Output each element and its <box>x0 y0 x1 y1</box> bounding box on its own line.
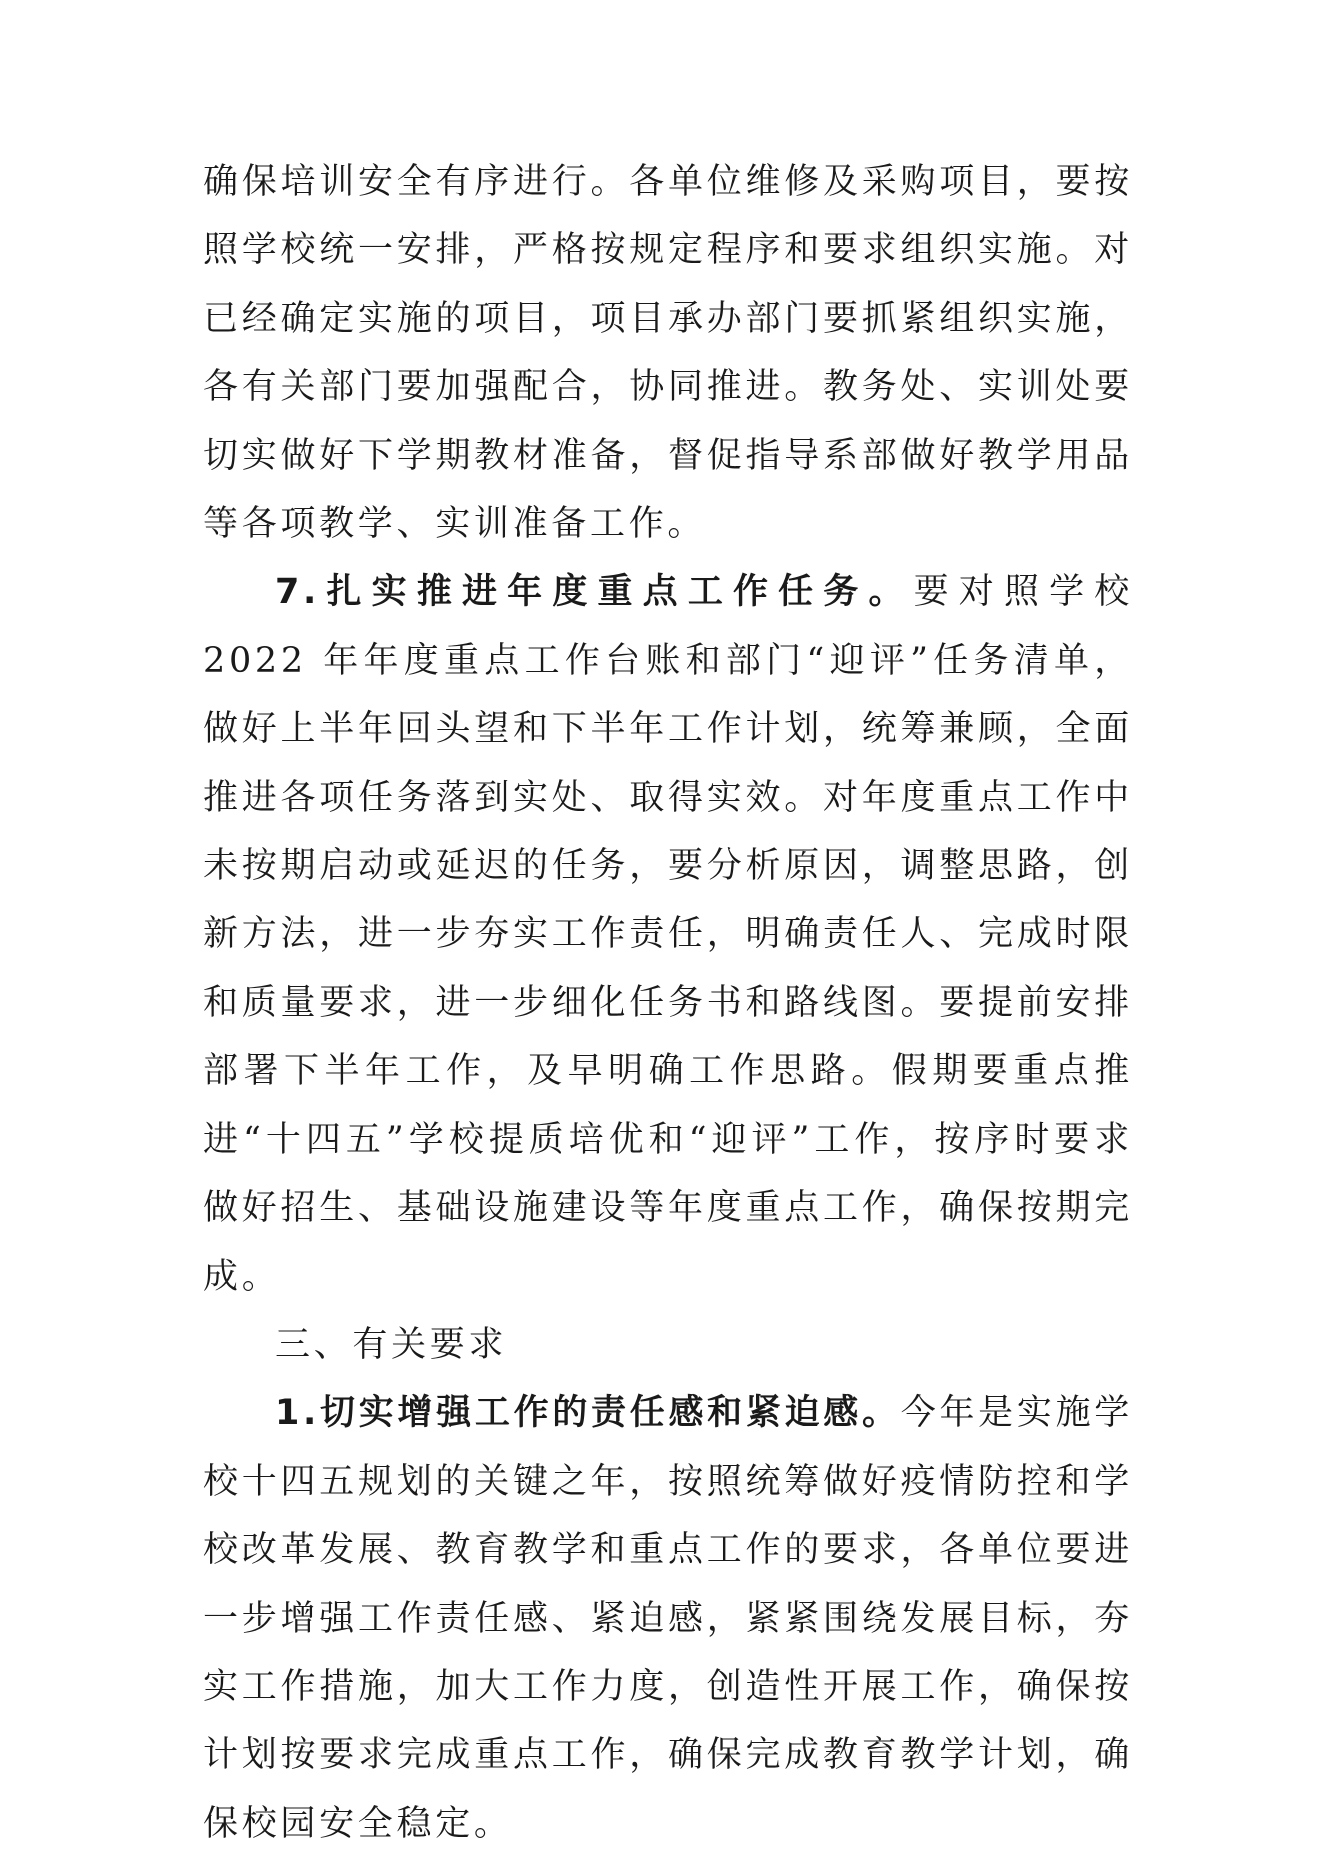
section-heading <box>203 1311 1133 1379</box>
paragraph-text: 要对照学校 2022 年年度重点工作台账和部门“迎评”任务清单，做好上半年回头望和下半年工作计划，统筹兼顾，全面推进各项任务落到实处、取得实效。对年度重点工作中未按期启动或延迟的任务，要分析原因，调整思路，创新方法，进一步夯实工作责任，明确责任人、完成时限和质量要求，进一步细化任务书和路线图。要提前安排部署下半年工作，及早明确工作思路。假期要重点推进“十四五”学校提质培优和“迎评”工作，按序时要求做好招生、基础设施建设等年度重点工作，确保按期完成。 <box>203 572 1133 1297</box>
paragraph-lead-heading: 7.扎实推进年度重点工作任务。 <box>275 572 914 613</box>
paragraph-continuation <box>203 148 1133 558</box>
paragraph-text: 今年是实施学校十四五规划的关键之年，按照统筹做好疫情防控和学校改革发展、教育教学和重点工作的要求，各单位要进一步增强工作责任感、紧迫感，紧紧围绕发展目标，夯实工作措施，加大工作力度，创造性开展工作，确保按计划按要求完成重点工作，确保完成教育教学计划，确保校园安全稳定。 <box>203 1393 1133 1844</box>
paragraph-lead-heading: 1.切实增强工作的责任感和紧迫感。 <box>275 1393 901 1434</box>
paragraph-item-1 <box>203 1379 1133 1858</box>
section-heading-text: 三、有关要求 <box>275 1324 508 1365</box>
paragraph-item-7 <box>203 558 1133 1310</box>
document-body <box>203 148 1133 1858</box>
paragraph-text: 确保培训安全有序进行。各单位维修及采购项目，要按照学校统一安排，严格按规定程序和要求组织实施。对已经确定实施的项目，项目承办部门要抓紧组织实施，各有关部门要加强配合，协同推进。教务处、实训处要切实做好下学期教材准备，督促指导系部做好教学用品等各项教学、实训准备工作。 <box>203 162 1133 545</box>
